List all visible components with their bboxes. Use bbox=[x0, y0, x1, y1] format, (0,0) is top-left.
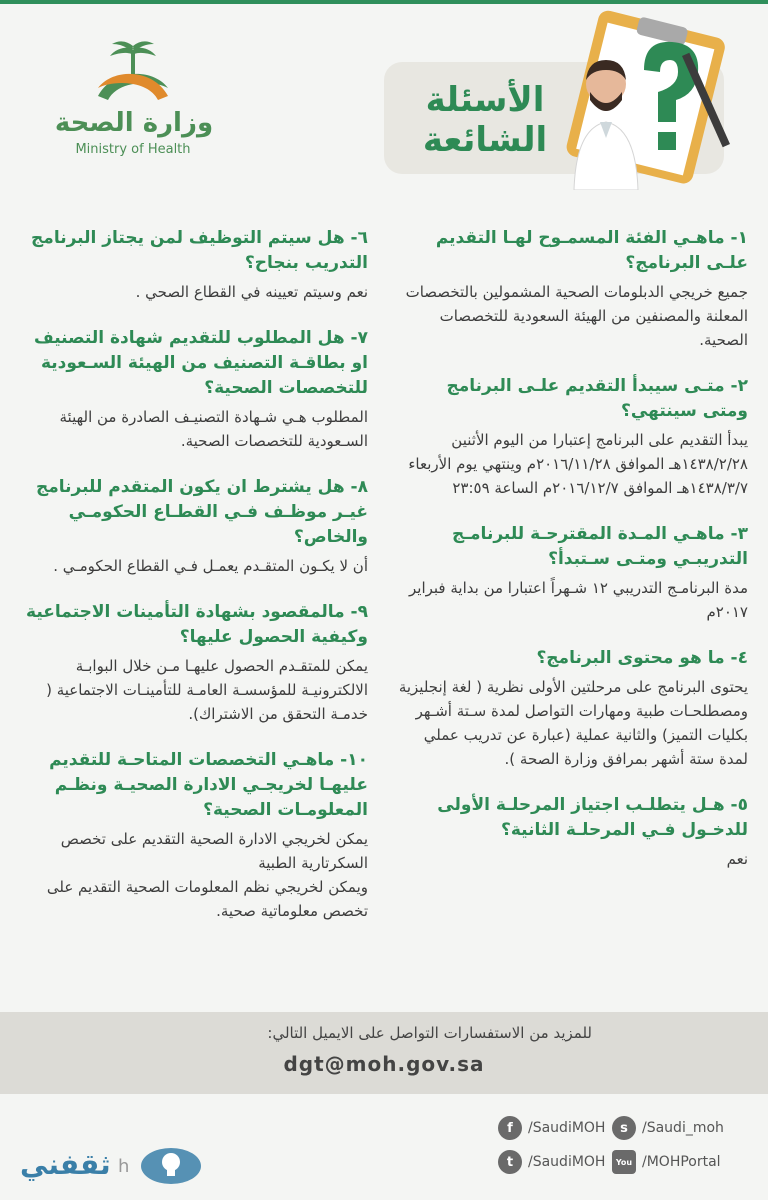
faq-question: ٧- هل المطلوب للتقديم شهادة التصنيف او بطاقـة التصنيف من الهيئة السـعودية للتخصصات الصحية؟ bbox=[34, 328, 368, 398]
youtube-icon: You bbox=[612, 1150, 636, 1174]
faq-item bbox=[396, 374, 748, 500]
lightbulb-cloud-icon bbox=[135, 1138, 205, 1188]
social-snapchat[interactable] bbox=[612, 1114, 724, 1142]
faq-question: ٤- ما هو محتوى البرنامج؟ bbox=[536, 648, 748, 668]
watermark-trail: h bbox=[118, 1156, 130, 1177]
faq-answer: يمكن للمتقـدم الحصول عليهـا مـن خلال البوابـة الالكترونيـة للمؤسسـة العامـة للتأمينـات الاجتماعية ( خدمـة التحقق من الاشتراك). bbox=[46, 657, 368, 723]
faq-answer-extra: ويمكن لخريجي نظم المعلومات الصحية التقديم على تخصص معلوماتية صحية. bbox=[46, 878, 368, 920]
faq-answer: يمكن لخريجي الادارة الصحية التقديم على تخصص السكرتارية الطبية bbox=[60, 830, 368, 872]
social-handle: /MOHPortal bbox=[642, 1154, 721, 1170]
contact-email-link[interactable]: dgt@moh.gov.sa bbox=[283, 1052, 485, 1076]
faq-item bbox=[396, 226, 748, 352]
faq-answer: أن لا يكـون المتقـدم يعمـل فـي القطاع الحكومـي . bbox=[53, 557, 368, 575]
logo-english-name: Ministry of Health bbox=[75, 142, 191, 157]
faq-answer: المطلوب هـي شـهادة التصنيـف الصادرة من الهيئة السـعودية للتخصصات الصحية. bbox=[59, 408, 368, 450]
logo-arabic-name: وزارة الصحة bbox=[54, 108, 214, 138]
contact-label: للمزيد من الاستفسارات التواصل على الايميل التالي: bbox=[267, 1024, 592, 1042]
social-handle: /SaudiMOH bbox=[528, 1154, 606, 1170]
faq-item bbox=[16, 326, 368, 453]
social-handle: /Saudi_moh bbox=[642, 1120, 724, 1136]
faq-item bbox=[16, 600, 368, 726]
faq-question: ٨- هل يشترط ان يكون المتقدم للبرنامج غيـر موظـف فـي القطـاع الحكومـي والخاص؟ bbox=[36, 477, 368, 547]
faq-item bbox=[16, 475, 368, 578]
watermark bbox=[10, 1138, 210, 1194]
social-twitter[interactable] bbox=[498, 1148, 605, 1176]
top-accent-bar bbox=[0, 0, 768, 4]
faq-question: ٢- متـى سيبدأ التقديم علـى البرنامج ومتى سينتهي؟ bbox=[446, 376, 748, 421]
palm-swords-emblem-icon bbox=[88, 38, 178, 113]
faq-question: ٦- هل سيتم التوظيف لمن يجتاز البرنامج التدريب بنجاح؟ bbox=[31, 228, 368, 273]
faq-question: ١- ماهـي الفئة المسمـوح لهـا التقديم علـى البرنامج؟ bbox=[435, 228, 748, 273]
social-handle: /SaudiMOH bbox=[528, 1120, 606, 1136]
facebook-icon: f bbox=[498, 1116, 522, 1140]
snapchat-icon: s bbox=[612, 1116, 636, 1140]
watermark-text: ثقفني bbox=[20, 1148, 111, 1181]
social-youtube[interactable] bbox=[612, 1148, 721, 1176]
faq-answer: نعم bbox=[726, 850, 748, 868]
page-title: الأسئلة الشائعة bbox=[422, 80, 548, 160]
social-facebook[interactable] bbox=[498, 1114, 605, 1142]
faq-item bbox=[396, 793, 748, 871]
faq-item bbox=[16, 748, 368, 923]
faq-answer: يبدأ التقديم على البرنامج إعتبارا من اليوم الأثنين ١٤٣٨/٢/٢٨هـ الموافق ٢٠١٦/١١/٢٨م وينتهي يوم الأربعاء ١٤٣٨/٣/٧هـ الموافق ٢٠١٦/١٢/٧م الساعة ٢٣:٥٩ bbox=[408, 431, 748, 497]
twitter-icon: t bbox=[498, 1150, 522, 1174]
faq-question: ٣- ماهـي المـدة المقترحـة للبرنامـج التدريبـي ومتـى سـتبدأ؟ bbox=[451, 524, 748, 569]
faq-item bbox=[396, 646, 748, 771]
faq-answer: يحتوى البرنامج على مرحلتين الأولى نظرية ( لغة إنجليزية ومصطلحـات طبية ومهارات التواصل لمدة سـتة أشـهر بكليات التميز) والثانية عملية (عبارة عن تدريب عملي لمدة ستة أشهر بمرافق وزارة الصحة ). bbox=[398, 678, 748, 768]
faq-answer: جميع خريجي الدبلومات الصحية المشمولين بالتخصصات المعلنة والمصنفين من الهيئة السعودية للتخصصات الصحية. bbox=[405, 283, 748, 349]
faq-item bbox=[16, 226, 368, 304]
faq-question: ٩- مالمقصود بشهادة التأمينات الاجتماعية وكيفية الحصول عليها؟ bbox=[26, 602, 368, 647]
ministry-logo bbox=[40, 38, 214, 168]
faq-answer: نعم وسيتم تعيينه في القطاع الصحي . bbox=[135, 283, 368, 301]
faq-column-right bbox=[396, 226, 748, 893]
faq-column-left bbox=[16, 226, 368, 945]
faq-answer: مدة البرنامـج التدريبي ١٢ شـهراً اعتبارا من بداية فبراير ٢٠١٧م bbox=[409, 579, 748, 621]
faq-item bbox=[396, 522, 748, 624]
faq-illustration-icon bbox=[560, 10, 730, 190]
faq-question: ١٠- ماهـي التخصصات المتاحـة للتقديم عليهـا لخريجـي الادارة الصحيـة ونظـم المعلومـات الصحية؟ bbox=[49, 750, 368, 820]
faq-question: ٥- هـل يتطلـب اجتياز المرحلـة الأولى للدخـول فـي المرحلـة الثانية؟ bbox=[437, 795, 748, 840]
